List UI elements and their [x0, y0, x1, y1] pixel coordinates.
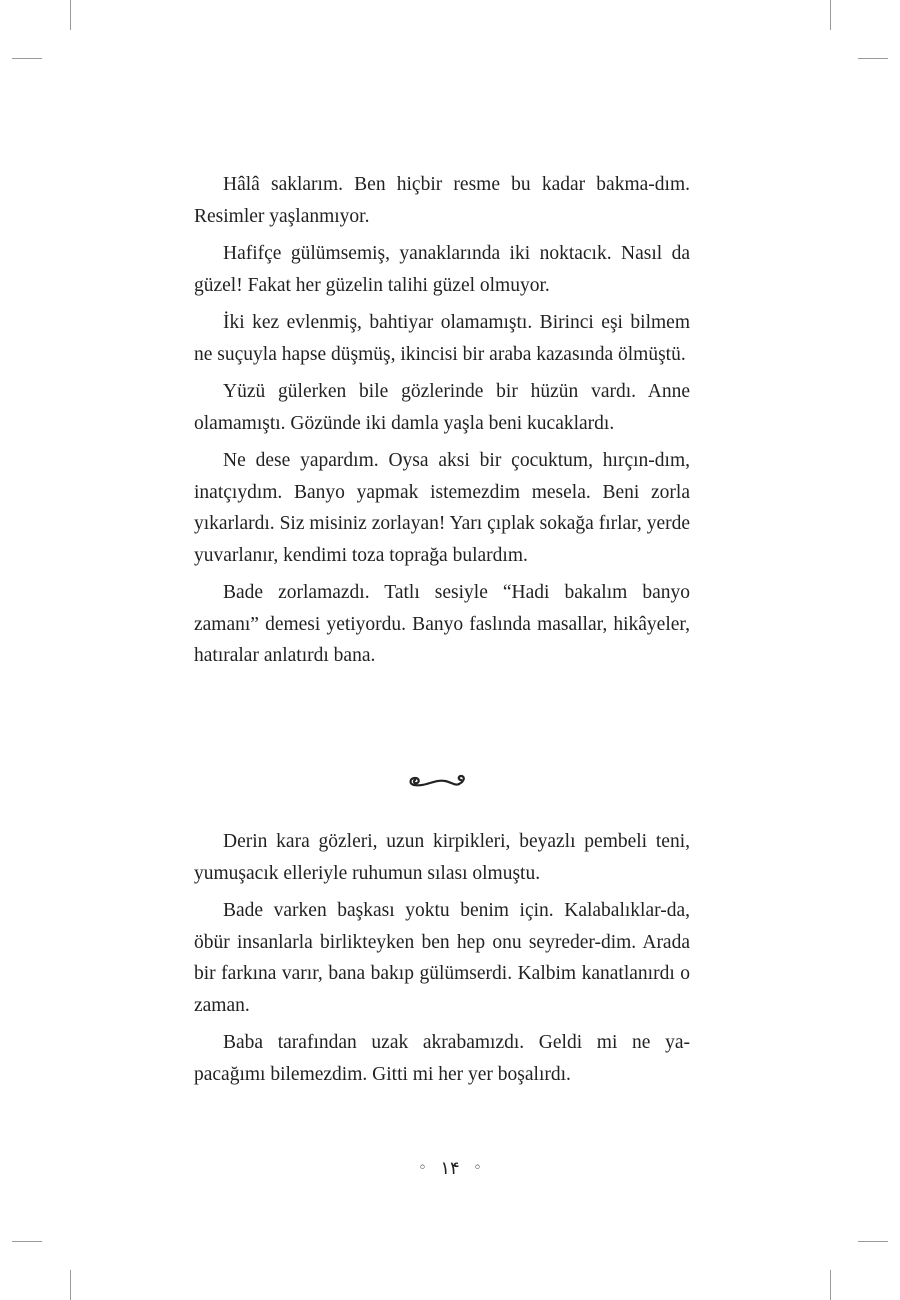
- section-1-text: [194, 169, 690, 678]
- section-2-text: [194, 826, 690, 1096]
- page-number-value: ۱۴: [440, 1158, 460, 1179]
- swash-divider-icon: [405, 771, 469, 795]
- paragraph: Baba tarafından uzak akrabamızdı. Geldi mi ne ya-pacağımı bilemezdim. Gitti mi her yer boşalırdı.: [194, 1032, 690, 1085]
- crop-mark: [830, 0, 831, 30]
- crop-mark: [830, 1270, 831, 1300]
- page-number: [0, 1158, 900, 1179]
- paragraph: Ne dese yapardım. Oysa aksi bir çocuktum, hırçın-dım, inatçıydım. Banyo yapmak istemezdim mesela. Beni zorla yıkarlardı. Siz misiniz zorlayan! Yarı çıplak sokağa fırlar, yerde yuvarlanır, kendimi toza toprağa bulardım.: [194, 450, 690, 566]
- paragraph: Hafifçe gülümsemiş, yanaklarında iki noktacık. Nasıl da güzel! Fakat her güzelin talihi güzel olmuyor.: [194, 243, 690, 296]
- folio-ornament-left: ◦: [418, 1160, 427, 1176]
- crop-mark: [12, 58, 42, 59]
- paragraph: Bade zorlamazdı. Tatlı sesiyle “Hadi bakalım banyo zamanı” demesi yetiyordu. Banyo faslında masallar, hikâyeler, hatıralar anlatırdı bana.: [194, 582, 690, 666]
- paragraph: Yüzü gülerken bile gözlerinde bir hüzün vardı. Anne olamamıştı. Gözünde iki damla yaşla beni kucaklardı.: [194, 381, 690, 434]
- crop-mark: [858, 1241, 888, 1242]
- crop-mark: [70, 0, 71, 30]
- folio-ornament-right: ◦: [473, 1160, 482, 1176]
- paragraph: Bade varken başkası yoktu benim için. Kalabalıklar-da, öbür insanlarla birlikteyken ben hep onu seyreder-dim. Arada bir farkına varır, bana bakıp gülümserdi. Kalbim kanatlanırdı o zaman.: [194, 900, 690, 1016]
- crop-mark: [858, 58, 888, 59]
- paragraph: Derin kara gözleri, uzun kirpikleri, beyazlı pembeli teni, yumuşacık elleriyle ruhumun sılası olmuştu.: [194, 831, 690, 884]
- crop-mark: [12, 1241, 42, 1242]
- paragraph: Hâlâ saklarım. Ben hiçbir resme bu kadar bakma-dım. Resimler yaşlanmıyor.: [194, 174, 690, 227]
- paragraph: İki kez evlenmiş, bahtiyar olamamıştı. Birinci eşi bilmem ne suçuyla hapse düşmüş, ikincisi bir araba kazasında ölmüştü.: [194, 312, 690, 365]
- crop-mark: [70, 1270, 71, 1300]
